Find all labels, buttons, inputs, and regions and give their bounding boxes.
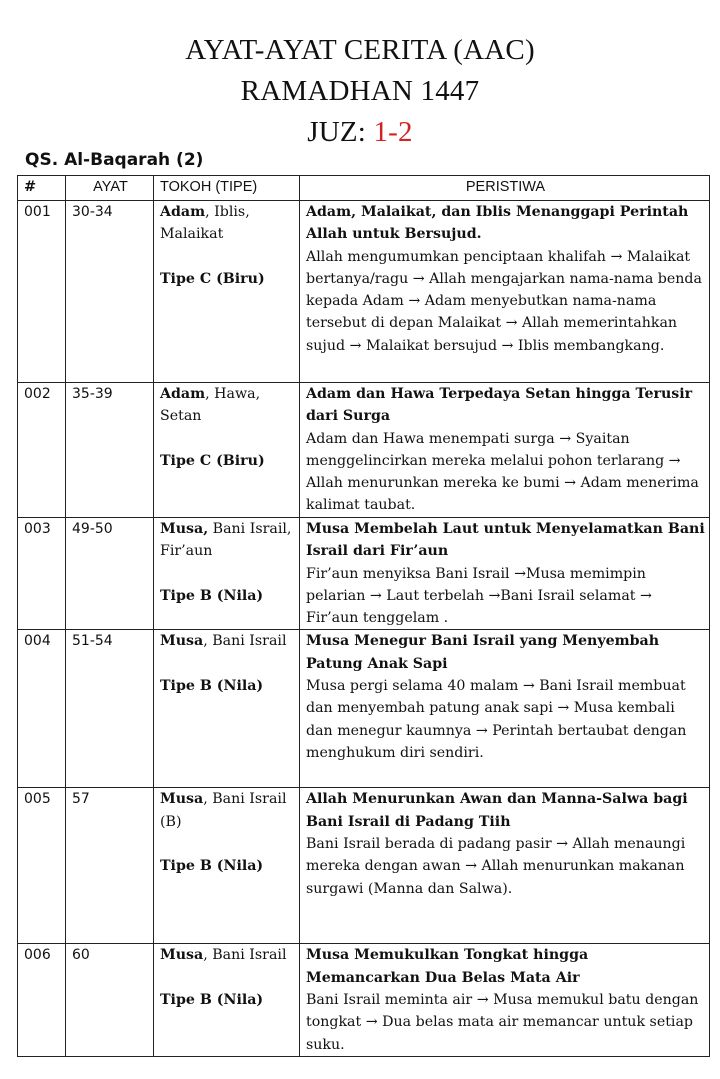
tokoh-rest: , Hawa, Setan — [160, 386, 261, 425]
row-tokoh — [154, 383, 300, 518]
tokoh-main: Musa — [160, 633, 204, 650]
row-peristiwa — [300, 201, 710, 383]
row-ayat: 51-54 — [66, 630, 154, 788]
column-header-ayat: AYAT — [66, 176, 154, 201]
event-description: Allah mengumumkan penciptaan khalifah → Malaikat bertanya/ragu → Allah mengajarkan nama-nama benda kepada Adam → Adam menyebutkan nama-nama tersebut di depan Malaikat → Allah memerintahkan sujud → Malaikat bersujud → Iblis membangkang. — [306, 248, 702, 354]
tokoh-main: Adam — [160, 204, 206, 220]
table-row — [18, 518, 710, 630]
row-number: 006 — [18, 944, 66, 1056]
row-ayat: 30-34 — [66, 201, 154, 383]
row-number: 001 — [18, 201, 66, 383]
event-description: Bani Israil meminta air → Musa memukul batu dengan tongkat → Dua belas mata air memancar untuk setiap suku. — [306, 992, 699, 1053]
row-number: 002 — [18, 383, 66, 518]
tokoh-tipe: Tipe B (Nila) — [160, 991, 264, 1008]
event-description: Musa pergi selama 40 malam → Bani Israil membuat dan menyembah patung anak sapi → Musa kembali dan menegur kaumnya → Perintah bertaubat dengan menghukum diri sendiri. — [306, 678, 687, 761]
event-title: Musa Membelah Laut untuk Menyelamatkan Bani Israil dari Fir’aun — [306, 521, 705, 560]
title-line-1: AYAT-AYAT CERITA (AAC) — [185, 34, 535, 66]
event-title: Adam, Malaikat, dan Iblis Menanggapi Perintah Allah untuk Bersujud. — [306, 204, 689, 243]
event-description: Bani Israil berada di padang pasir → Allah menaungi mereka dengan awan → Allah menurunkan makanan surgawi (Manna dan Salwa). — [306, 836, 686, 897]
row-tokoh — [154, 201, 300, 383]
row-peristiwa — [300, 630, 710, 788]
row-ayat: 35-39 — [66, 383, 154, 518]
table-row — [18, 630, 710, 788]
row-peristiwa — [300, 518, 710, 630]
row-peristiwa — [300, 788, 710, 944]
event-title: Musa Memukulkan Tongkat hingga Memancarkan Dua Belas Mata Air — [306, 947, 589, 986]
table-row — [18, 201, 710, 383]
ayat-table — [17, 175, 710, 1057]
table-row — [18, 788, 710, 944]
tokoh-main: Musa — [160, 947, 204, 964]
table-header-row — [18, 176, 710, 201]
tokoh-rest: , Bani Israil — [203, 947, 287, 964]
row-tokoh — [154, 788, 300, 944]
title-line-2: RAMADHAN 1447 — [240, 75, 480, 107]
tokoh-rest: , Iblis, Malaikat — [160, 204, 250, 243]
event-description: Fir’aun menyiksa Bani Israil →Musa memimpin pelarian → Laut terbelah →Bani Israil selamat → Fir’aun tenggelam . — [306, 565, 652, 627]
tokoh-rest: Bani Israil, Fir’aun — [160, 521, 292, 560]
tokoh-tipe: Tipe B (Nila) — [160, 677, 264, 694]
row-tokoh — [154, 944, 300, 1056]
row-peristiwa — [300, 944, 710, 1056]
row-ayat: 57 — [66, 788, 154, 944]
row-number: 003 — [18, 518, 66, 630]
table-row — [18, 383, 710, 518]
table-row — [18, 944, 710, 1056]
row-number: 005 — [18, 788, 66, 944]
tokoh-tipe: Tipe C (Biru) — [160, 452, 265, 469]
tokoh-main: Musa, — [160, 521, 209, 537]
tokoh-tipe: Tipe B (Nila) — [160, 587, 264, 604]
row-tokoh — [154, 518, 300, 630]
juz-label: JUZ: — [307, 116, 374, 148]
column-header-number: # — [18, 176, 66, 201]
event-title: Adam dan Hawa Terpedaya Setan hingga Terusir dari Surga — [306, 386, 693, 425]
row-tokoh — [154, 630, 300, 788]
column-header-tokoh: TOKOH (TIPE) — [154, 176, 300, 201]
section-title: QS. Al-Baqarah (2) — [25, 150, 204, 170]
column-header-peristiwa: PERISTIWA — [300, 176, 710, 201]
tokoh-rest: , Bani Israil — [203, 633, 287, 650]
tokoh-main: Musa — [160, 791, 204, 808]
event-description: Adam dan Hawa menempati surga → Syaitan menggelincirkan mereka melalui pohon terlarang → Allah menurunkan mereka ke bumi → Adam menerima kalimat taubat. — [306, 430, 699, 514]
tokoh-main: Adam — [160, 386, 206, 402]
row-peristiwa — [300, 383, 710, 518]
event-title: Musa Menegur Bani Israil yang Menyembah Patung Anak Sapi — [306, 633, 660, 672]
tokoh-tipe: Tipe B (Nila) — [160, 858, 264, 875]
document-title — [0, 30, 720, 153]
tokoh-tipe: Tipe C (Biru) — [160, 270, 265, 287]
event-title: Allah Menurunkan Awan dan Manna-Salwa bagi Bani Israil di Padang Tiih — [306, 791, 688, 830]
title-line-juz — [0, 112, 720, 153]
row-ayat: 60 — [66, 944, 154, 1056]
row-ayat: 49-50 — [66, 518, 154, 630]
tokoh-rest: , Bani Israil (B) — [160, 791, 287, 830]
row-number: 004 — [18, 630, 66, 788]
juz-number: 1-2 — [373, 116, 413, 148]
